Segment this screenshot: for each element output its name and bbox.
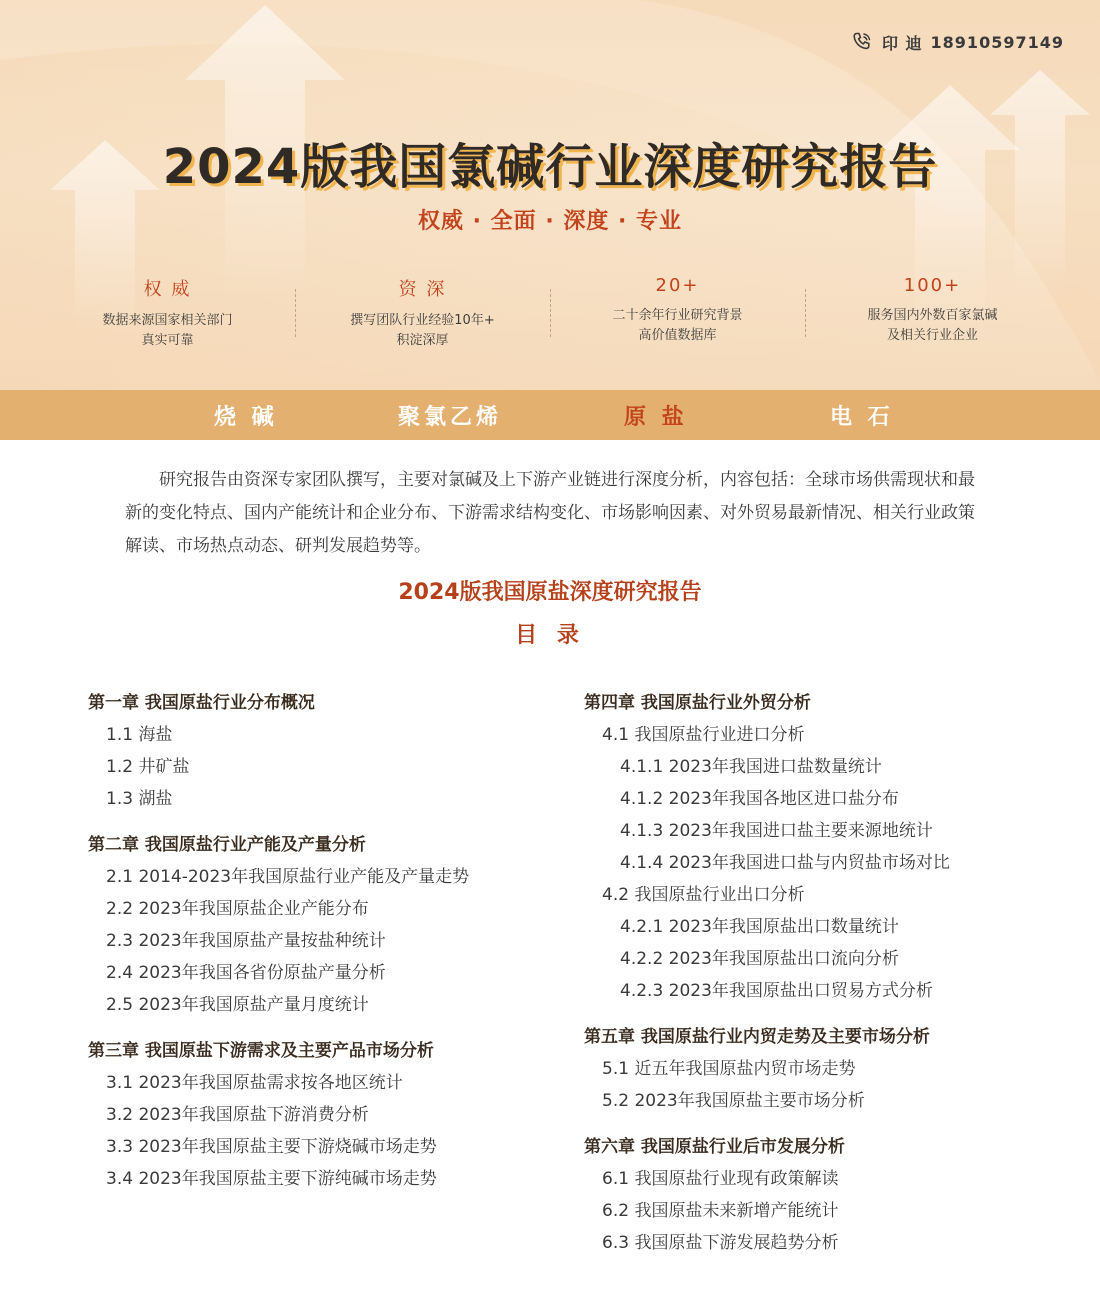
toc-subsection[interactable]: 4.2.1 2023年我国原盐出口数量统计 bbox=[620, 917, 899, 937]
feature-line: 数据来源国家相关部门 bbox=[102, 313, 233, 328]
category-bar bbox=[0, 390, 1100, 440]
feature-item bbox=[40, 275, 295, 360]
feature-head: 资 深 bbox=[398, 279, 447, 300]
toc-section[interactable]: 4.1 我国原盐行业进口分析 bbox=[602, 725, 805, 745]
feature-head: 100+ bbox=[903, 275, 962, 296]
toc-section[interactable]: 2.4 2023年我国各省份原盐产量分析 bbox=[106, 963, 386, 983]
toc-section[interactable]: 3.3 2023年我国原盐主要下游烧碱市场走势 bbox=[106, 1137, 437, 1157]
category-caustic-soda[interactable]: 烧 碱 bbox=[214, 405, 278, 430]
toc-chapter-title[interactable]: 第四章 我国原盐行业外贸分析 bbox=[584, 693, 811, 713]
toc-chapter bbox=[88, 829, 558, 1021]
toc-chapter bbox=[584, 687, 1064, 1007]
toc-right-column bbox=[584, 687, 1064, 1273]
toc-subsection[interactable]: 4.2.3 2023年我国原盐出口贸易方式分析 bbox=[620, 981, 933, 1001]
toc-section[interactable]: 2.1 2014-2023年我国原盐行业产能及产量走势 bbox=[106, 867, 470, 887]
toc-section[interactable]: 3.2 2023年我国原盐下游消费分析 bbox=[106, 1105, 369, 1125]
toc-subsection[interactable]: 4.2.2 2023年我国原盐出口流向分析 bbox=[620, 949, 899, 969]
category-raw-salt[interactable]: 原 盐 bbox=[624, 405, 688, 430]
toc-chapter bbox=[584, 1021, 1064, 1117]
toc-section[interactable]: 2.3 2023年我国原盐产量按盐种统计 bbox=[106, 931, 386, 951]
toc-section[interactable]: 1.2 井矿盐 bbox=[106, 757, 190, 777]
toc-section[interactable]: 3.1 2023年我国原盐需求按各地区统计 bbox=[106, 1073, 403, 1093]
toc-chapter-title[interactable]: 第五章 我国原盐行业内贸走势及主要市场分析 bbox=[584, 1027, 930, 1047]
toc-chapter-title[interactable]: 第三章 我国原盐下游需求及主要产品市场分析 bbox=[88, 1041, 434, 1061]
contact-name: 印 迪 bbox=[881, 33, 923, 53]
feature-item bbox=[805, 275, 1060, 360]
toc-subsection[interactable]: 4.1.2 2023年我国各地区进口盐分布 bbox=[620, 789, 899, 809]
toc-left-column bbox=[88, 687, 558, 1209]
feature-line: 二十余年行业研究背景 bbox=[612, 308, 743, 323]
phone-icon bbox=[850, 30, 874, 54]
feature-line: 真实可靠 bbox=[141, 333, 194, 348]
toc-subsection[interactable]: 4.1.4 2023年我国进口盐与内贸盐市场对比 bbox=[620, 853, 950, 873]
tagline: 权威 · 全面 · 深度 · 专业 bbox=[417, 209, 683, 234]
toc-section[interactable]: 5.2 2023年我国原盐主要市场分析 bbox=[602, 1091, 865, 1111]
toc-section[interactable]: 3.4 2023年我国原盐主要下游纯碱市场走势 bbox=[106, 1169, 437, 1189]
feature-item bbox=[295, 275, 550, 360]
feature-line: 高价值数据库 bbox=[638, 328, 717, 343]
toc-subsection[interactable]: 4.1.1 2023年我国进口盐数量统计 bbox=[620, 757, 882, 777]
main-title: 2024版我国氯碱行业深度研究报告 bbox=[162, 139, 938, 195]
feature-head: 20+ bbox=[655, 275, 700, 296]
toc-chapter bbox=[88, 1035, 558, 1195]
toc-section[interactable]: 6.1 我国原盐行业现有政策解读 bbox=[602, 1169, 839, 1189]
feature-line: 及相关行业企业 bbox=[886, 328, 978, 343]
toc-section[interactable]: 6.3 我国原盐下游发展趋势分析 bbox=[602, 1233, 839, 1253]
toc-section[interactable]: 2.5 2023年我国原盐产量月度统计 bbox=[106, 995, 369, 1015]
contact-phone[interactable]: 18910597149 bbox=[930, 32, 1064, 52]
feature-list bbox=[40, 275, 1060, 360]
intro-paragraph: 研究报告由资深专家团队撰写，主要对氯碱及上下游产业链进行深度分析，内容包括：全球市场供需现状和最新的变化特点、国内产能统计和企业分布、下游需求结构变化、市场影响因素、对外贸易最新情况、相关行业政策解读、市场热点动态、研判发展趋势等。 bbox=[125, 470, 975, 556]
toc-chapter bbox=[584, 1131, 1064, 1259]
feature-line: 积淀深厚 bbox=[396, 333, 449, 348]
category-calcium-carbide[interactable]: 电 石 bbox=[830, 405, 894, 430]
toc-chapter bbox=[88, 687, 558, 815]
feature-item bbox=[550, 275, 805, 360]
feature-line: 撰写团队行业经验10年+ bbox=[350, 313, 495, 328]
feature-line: 服务国内外数百家氯碱 bbox=[867, 308, 998, 323]
toc-section[interactable]: 5.1 近五年我国原盐内贸市场走势 bbox=[602, 1059, 856, 1079]
toc-section[interactable]: 2.2 2023年我国原盐企业产能分布 bbox=[106, 899, 369, 919]
toc-chapter-title[interactable]: 第二章 我国原盐行业产能及产量分析 bbox=[88, 835, 366, 855]
contact-info bbox=[850, 30, 1064, 54]
feature-head: 权 威 bbox=[143, 279, 192, 300]
category-pvc[interactable]: 聚氯乙烯 bbox=[398, 405, 503, 430]
toc-chapter-title[interactable]: 第六章 我国原盐行业后市发展分析 bbox=[584, 1137, 845, 1157]
toc-section[interactable]: 1.3 湖盐 bbox=[106, 789, 173, 809]
toc-section[interactable]: 6.2 我国原盐未来新增产能统计 bbox=[602, 1201, 839, 1221]
toc-section[interactable]: 4.2 我国原盐行业出口分析 bbox=[602, 885, 805, 905]
report-title: 2024版我国原盐深度研究报告 bbox=[398, 580, 702, 605]
toc-subsection[interactable]: 4.1.3 2023年我国进口盐主要来源地统计 bbox=[620, 821, 933, 841]
toc-title: 目 录 bbox=[515, 623, 585, 648]
header-banner bbox=[0, 0, 1100, 390]
toc-chapter-title[interactable]: 第一章 我国原盐行业分布概况 bbox=[88, 693, 315, 713]
toc-section[interactable]: 1.1 海盐 bbox=[106, 725, 173, 745]
